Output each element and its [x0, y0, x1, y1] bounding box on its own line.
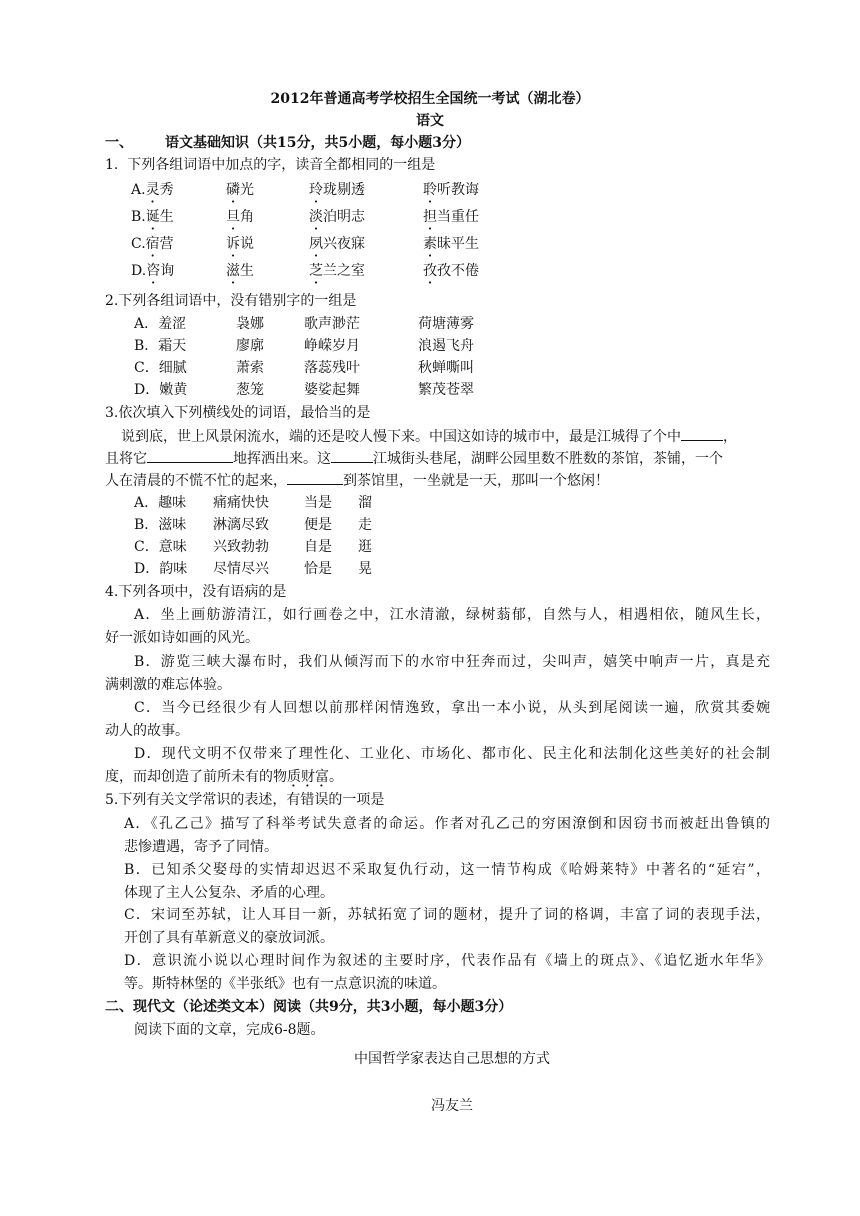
- article-author: 冯友兰: [431, 1098, 473, 1114]
- q3-c-2: 兴致勃勃: [213, 539, 269, 555]
- q1-b-word4: [423, 208, 479, 226]
- word-rest: 生: [240, 263, 254, 279]
- q3-a-3: 当是: [304, 495, 332, 511]
- q3-c-3: 自是: [304, 539, 332, 555]
- option-letter: C.: [131, 236, 146, 252]
- q1-a-word3: [309, 181, 365, 199]
- q2-a-3: 歌声渺茫: [304, 316, 360, 332]
- fill-blank-3[interactable]: [331, 448, 373, 463]
- emphasis-char: 错: [300, 792, 315, 808]
- q1-a-word2: [226, 181, 254, 199]
- q5-a-line2: 悲惨遭遇，寄予了同情。: [124, 839, 278, 855]
- option-letter: A.: [131, 182, 146, 198]
- dotted-char: 担: [423, 209, 437, 225]
- q3-b-2: 淋漓尽致: [213, 517, 269, 533]
- word-rest: 昧平生: [437, 236, 479, 252]
- dotted-char: 玲: [309, 182, 323, 198]
- word-rest: 营: [159, 236, 174, 252]
- q1-c-word3: [309, 235, 365, 253]
- q3-c-4: 逛: [358, 539, 372, 555]
- q4-b-line2: 满刺激的难忘体验。: [105, 677, 231, 693]
- q3-passage-line1: [121, 426, 737, 446]
- q5-b-line1: B．已知杀父娶母的实情却迟迟不采取复仇行动，这一情节构成《哈姆莱特》中著名的“延宕”，: [124, 862, 770, 878]
- option-letter: D.: [131, 263, 147, 279]
- dotted-char: 灵: [145, 182, 160, 198]
- passage-text: 人在清晨的不慌不忙的起来，: [105, 473, 287, 489]
- dotted-char: 旦: [226, 209, 240, 225]
- q5-c-line1: C．宋词至苏轼，让人耳目一新，苏轼拓宽了词的题材，提升了词的格调，丰富了词的表现手法，: [124, 907, 770, 923]
- q5-stem: [105, 791, 384, 809]
- q2-d-1: D．嫩黄: [134, 382, 188, 398]
- q5-a-line1: A．《孔乙己》描写了科举考试失意者的命运。作者对孔乙己的穷困潦倒和因窃书而被赶出鲁镇的: [124, 816, 770, 832]
- q1-d-word3: [309, 262, 365, 280]
- passage-text: ，: [723, 429, 737, 445]
- q1-d-word4: [423, 262, 479, 280]
- q3-b-1: B．滋味: [134, 517, 187, 533]
- fill-blank-4[interactable]: [287, 470, 343, 485]
- q3-a-1: A．趣味: [134, 495, 187, 511]
- dotted-char: 诞: [145, 209, 160, 225]
- dotted-char: 滋: [226, 263, 240, 279]
- passage-text: 到茶馆里，一坐就是一天，那叫一个悠闲！: [343, 473, 609, 489]
- q2-d-4: 繁茂苍翠: [418, 382, 474, 398]
- q3-d-2: 尽情尽兴: [213, 561, 269, 577]
- q4-stem: 4.下列各项中，没有语病的是: [105, 584, 287, 600]
- word-rest: 光: [240, 182, 254, 198]
- q5-d-line2: 等。斯特林堡的《半张纸》也有一点意识流的味道。: [124, 976, 446, 992]
- q1-stem: 1. 下列各组词语中加点的字，读音全都相同的一组是: [105, 157, 436, 173]
- q3-a-4: 溜: [358, 495, 372, 511]
- word-rest: 珑剔透: [323, 182, 365, 198]
- q2-c-4: 秋蝉嘶叫: [418, 360, 474, 376]
- q2-c-2: 萧索: [236, 360, 264, 376]
- q1-c-word2: [226, 235, 254, 253]
- exam-title: 2012年普通高考学校招生全国统一考试（湖北卷）: [270, 91, 590, 107]
- dotted-char: 宿: [145, 236, 160, 252]
- word-rest: 角: [240, 209, 254, 225]
- q3-a-2: 痛痛快快: [213, 495, 269, 511]
- q4-d-line1: D．现代文明不仅带来了理性化、工业化、市场化、都市化、民主化和法制化这些美好的社会制: [134, 746, 770, 762]
- passage-text: 说到底，世上风景闲流水，端的还是咬人慢下来。中国这如诗的城市中，最是江城得了个中: [121, 429, 681, 445]
- passage-text: 且将它: [105, 451, 147, 467]
- passage-text: 地挥洒出来。这: [233, 451, 331, 467]
- q2-d-2: 葱笼: [236, 382, 264, 398]
- q3-c-1: C．意味: [134, 539, 187, 555]
- stem-text: 5.下列有关文学常识的表述，: [105, 792, 287, 808]
- word-rest: 兰之室: [323, 263, 365, 279]
- section1-heading: 语文基础知识（共15分，共5小题，每小题3分）: [165, 135, 470, 151]
- emphasis-char: 误: [314, 792, 329, 808]
- q1-option-d: [131, 262, 174, 280]
- dotted-char: 诉: [226, 236, 240, 252]
- passage-text: 江城街头巷尾，湖畔公园里数不胜数的茶馆，茶铺，一个: [373, 451, 723, 467]
- section1-number: 一、: [105, 135, 133, 151]
- q2-b-4: 浪遏飞舟: [418, 338, 474, 354]
- q2-a-2: 袅娜: [236, 316, 264, 332]
- section2-instruction: 阅读下面的文章，完成6-8题。: [134, 1022, 325, 1038]
- q2-b-3: 峥嵘岁月: [304, 338, 360, 354]
- q5-d-line1: D．意识流小说以心理时间作为叙述的主要时序，代表作品有《墙上的斑点》、《追忆逝水年华》: [124, 953, 770, 969]
- dotted-char: 聆: [423, 182, 437, 198]
- q1-b-word2: [226, 208, 254, 226]
- fill-blank-2[interactable]: [147, 448, 233, 463]
- q2-a-4: 荷塘薄雾: [418, 316, 474, 332]
- fill-blank-1[interactable]: [681, 426, 723, 441]
- q2-a-1: A．羞涩: [134, 316, 187, 332]
- dotted-char: 淡: [309, 209, 323, 225]
- q1-option-b: [131, 208, 174, 226]
- q2-stem: 2.下列各组词语中，没有错别字的一组是: [105, 293, 357, 309]
- word-rest: 兴夜寐: [323, 236, 365, 252]
- q5-c-line2: 开创了具有革新意义的豪放词派。: [124, 930, 334, 946]
- q3-stem: 3.依次填入下列横线处的词语，最恰当的是: [105, 405, 371, 421]
- dotted-char: 咨: [146, 263, 161, 279]
- dotted-char: 孜: [423, 263, 437, 279]
- dotted-char: 磷: [226, 182, 240, 198]
- q2-c-1: C．细腻: [134, 360, 187, 376]
- option-letter: B.: [131, 209, 146, 225]
- q1-c-word4: [423, 235, 479, 253]
- q3-d-4: 晃: [358, 561, 372, 577]
- q3-passage-line3: [105, 470, 609, 490]
- q2-b-1: B．霜天: [134, 338, 187, 354]
- word-rest: 生: [159, 209, 174, 225]
- dotted-char: 夙: [309, 236, 323, 252]
- q2-c-3: 落蕊残叶: [304, 360, 360, 376]
- q4-d-line2: 度，而却创造了前所未有的物质财富。: [105, 769, 343, 785]
- section2-heading: 二、现代文（论述类文本）阅读（共9分，共3小题，每小题3分）: [105, 999, 513, 1015]
- q3-d-3: 恰是: [304, 561, 332, 577]
- q1-b-word3: [309, 208, 365, 226]
- q3-passage-line2: [105, 448, 723, 468]
- q3-b-3: 便是: [304, 517, 332, 533]
- stem-text: 的一项是: [328, 792, 385, 808]
- q1-d-word2: [226, 262, 254, 280]
- subject-title: 语文: [416, 113, 444, 129]
- word-rest: 询: [160, 263, 175, 279]
- q3-d-1: D．韵味: [134, 561, 188, 577]
- emphasis-char: 有: [286, 792, 301, 808]
- word-rest: 泊明志: [323, 209, 365, 225]
- dotted-char: 素: [423, 236, 437, 252]
- dotted-char: 芝: [309, 263, 323, 279]
- q1-option-a: [131, 181, 174, 199]
- q5-b-line2: 体现了主人公复杂、矛盾的心理。: [124, 885, 334, 901]
- q4-c-line1: C．当今已经很少有人回想以前那样闲情逸致，拿出一本小说，从头到尾阅读一遍，欣赏其委婉: [134, 700, 770, 716]
- q4-b-line1: B．游览三峡大瀑布时，我们从倾泻而下的水帘中狂奔而过，尖叫声，嬉笑中响声一片，真是充: [134, 654, 770, 670]
- word-rest: 当重任: [437, 209, 479, 225]
- q3-b-4: 走: [358, 517, 372, 533]
- article-title: 中国哲学家表达自己思想的方式: [354, 1051, 550, 1067]
- q1-option-c: [131, 235, 174, 253]
- q2-d-3: 婆娑起舞: [304, 382, 360, 398]
- q4-a-line1: A．坐上画舫游清江，如行画卷之中，江水清澈，绿树蓊郁，自然与人，相遇相依，随风生长，: [134, 607, 770, 623]
- q4-c-line2: 动人的故事。: [105, 723, 189, 739]
- q2-b-2: 廖廓: [236, 338, 264, 354]
- q4-a-line2: 好一派如诗如画的风光。: [105, 630, 259, 646]
- word-rest: 秀: [159, 182, 174, 198]
- word-rest: 听教诲: [437, 182, 479, 198]
- q1-a-word4: [423, 181, 479, 199]
- word-rest: 孜不倦: [437, 263, 479, 279]
- word-rest: 说: [240, 236, 254, 252]
